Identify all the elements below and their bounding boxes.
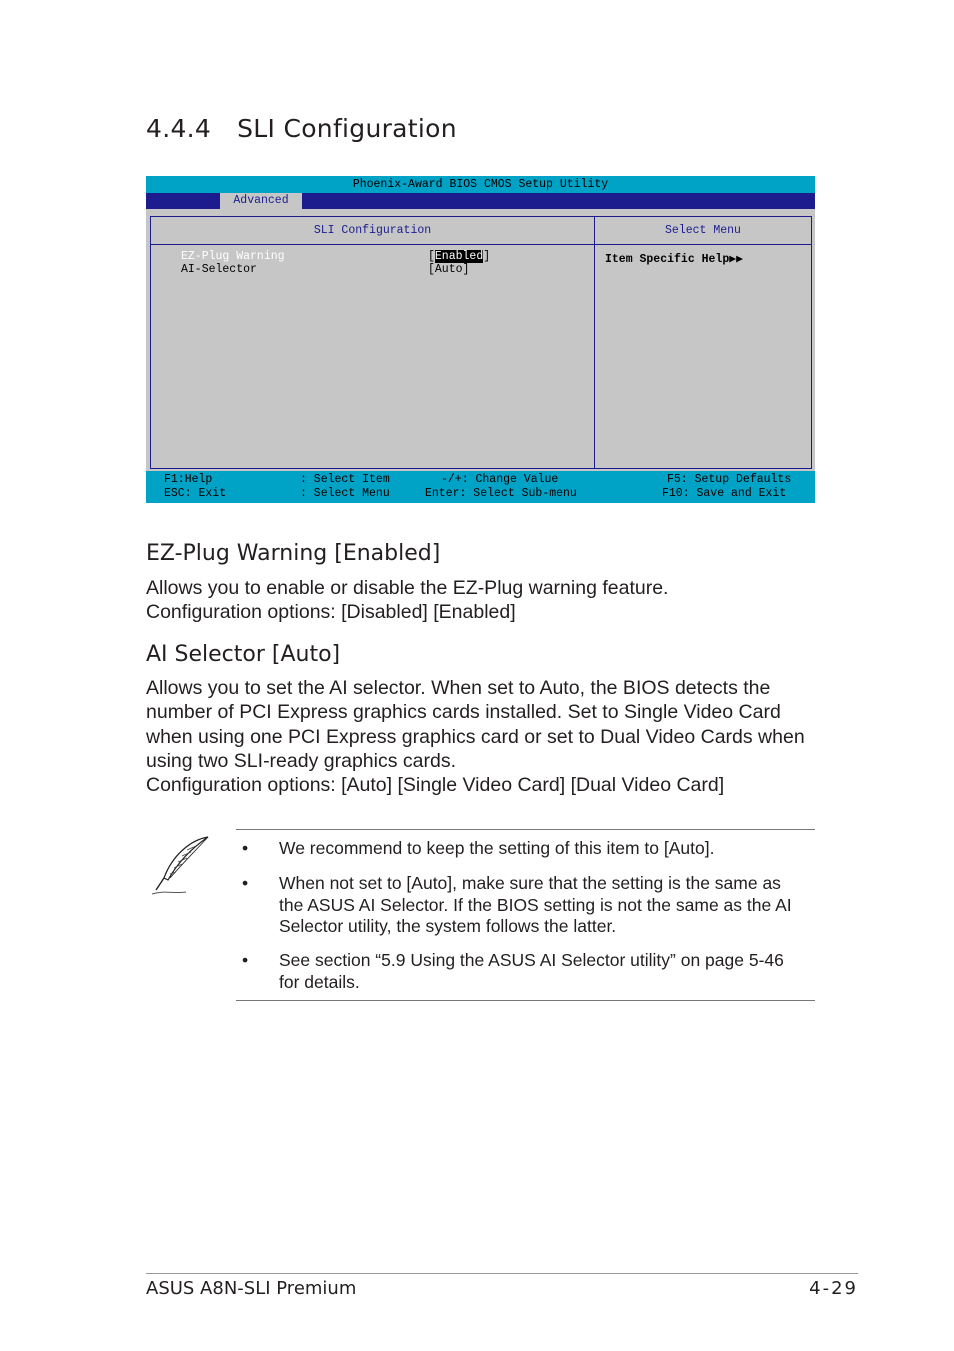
note-box: • We recommend to keep the setting of this item to [Auto]. • When not set to [Auto], make sure that the setting is the same as the ASUS AI Selector. If the BIOS setting is not the same as the AI Selector utility, the system follows the latter. • See section “5.9 Using the ASUS AI Selector utility” on page 5-46 for details.: [236, 829, 815, 1001]
section-title: SLI Configuration: [237, 114, 457, 143]
key-change-value: -/+: Change Value: [441, 473, 559, 486]
bios-menu-bar: [146, 193, 815, 209]
footer-divider: [146, 1273, 858, 1274]
ez-plug-heading: EZ-Plug Warning [Enabled]: [146, 541, 441, 566]
footer-product-name: ASUS A8N-SLI Premium: [146, 1278, 357, 1299]
bullet-icon: •: [242, 950, 249, 970]
feather-pen-icon: [150, 834, 214, 898]
bios-item-ez-plug-warning[interactable]: EZ-Plug Warning: [181, 250, 285, 263]
bullet-icon: •: [242, 873, 249, 893]
bios-value-ez-plug-warning[interactable]: [Enabled]: [428, 250, 491, 263]
bios-item-ai-selector[interactable]: AI-Selector: [181, 263, 257, 276]
key-enter-submenu: Enter: Select Sub-menu: [425, 487, 577, 500]
ez-plug-description: Allows you to enable or disable the EZ-Plug warning feature. Configuration options: [Disabled] [Enabled]: [146, 577, 669, 624]
bios-help-title: Select Menu: [595, 217, 811, 245]
section-number: 4.4.4: [146, 114, 212, 143]
key-esc-exit: ESC: Exit: [164, 487, 227, 500]
bios-title-bar: Phoenix-Award BIOS CMOS Setup Utility: [146, 176, 815, 193]
ai-selector-heading: AI Selector [Auto]: [146, 642, 341, 667]
bios-key-legend: [146, 471, 815, 503]
double-arrow-icon: ▶▶: [729, 253, 744, 266]
key-select-item: : Select Item: [300, 473, 390, 486]
ai-selector-description: Allows you to set the AI selector. When set to Auto, the BIOS detects the number of PCI Express graphics cards installed. Set to Single Video Card when using one PCI Express graphics card or set to Dual Video Cards when using two SLI-ready graphics cards. Configuration options: [Auto] [Single Video Card] [Dual Video Card]: [146, 677, 805, 797]
key-select-menu: : Select Menu: [300, 487, 390, 500]
bios-help-text: Item Specific Help▶▶: [605, 253, 744, 266]
section-heading: [146, 114, 457, 143]
bios-screenshot: [146, 176, 815, 503]
bios-settings-panel: [150, 216, 594, 469]
key-f5-defaults: F5: Setup Defaults: [667, 473, 792, 486]
bios-panel-title: SLI Configuration: [151, 217, 594, 245]
bios-help-panel: [594, 216, 812, 469]
bullet-icon: •: [242, 838, 249, 858]
key-f1-help: F1:Help: [164, 473, 213, 486]
tab-advanced[interactable]: Advanced: [220, 193, 302, 209]
bios-value-ai-selector[interactable]: [Auto]: [428, 263, 470, 276]
key-f10-save-exit: F10: Save and Exit: [662, 487, 787, 500]
footer-page-number: 4-29: [809, 1278, 858, 1299]
